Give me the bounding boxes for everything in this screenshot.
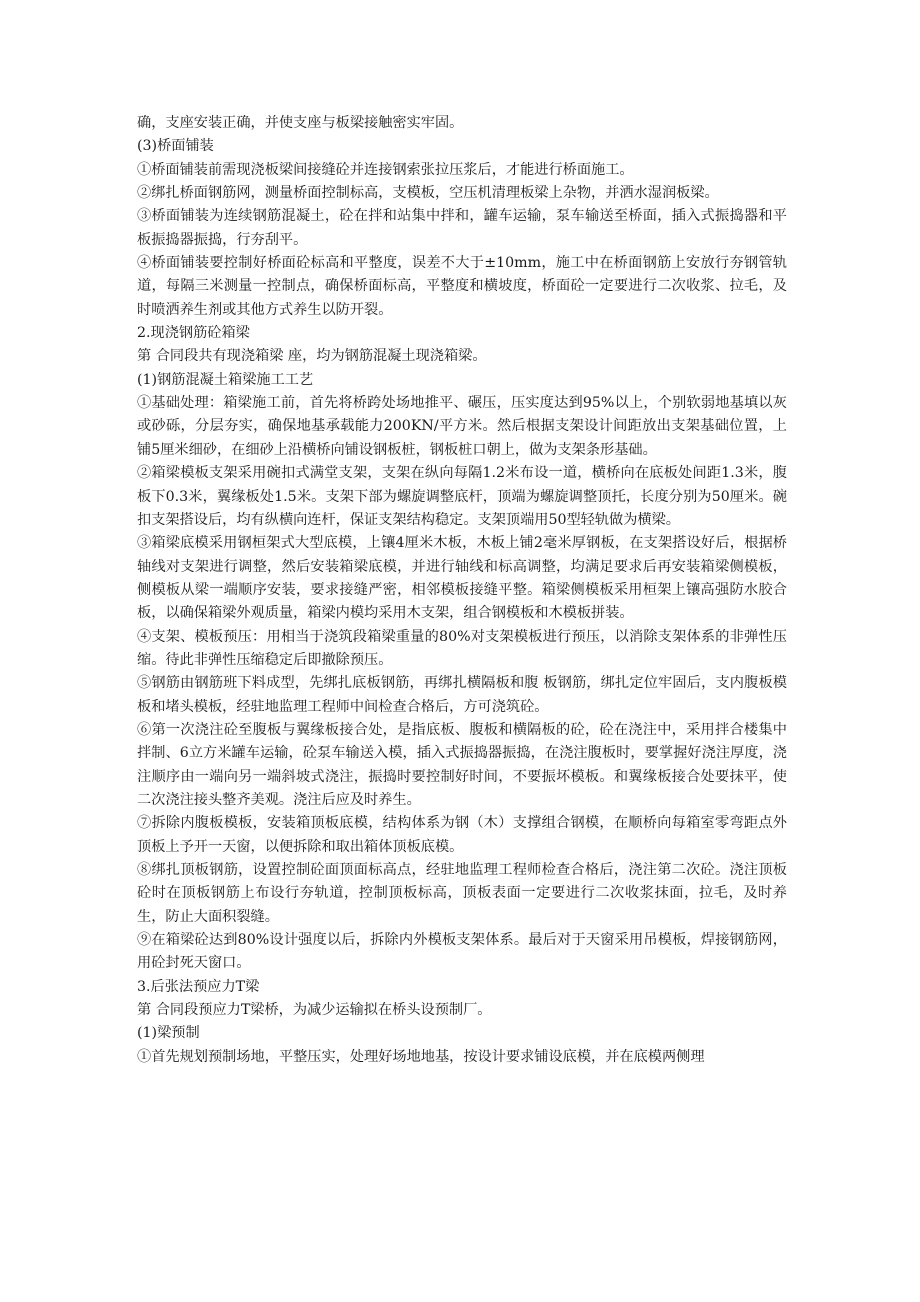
section-heading: (3)桥面铺装 [137, 138, 214, 155]
paragraph: ⑥第一次浇注砼至腹板与翼缘板接合处，是指底板、腹板和横隔板的砼，砼在浇注中，采用拌合楼集中拌制、6立方米罐车运输，砼泵车输送入模，插入式振捣器振捣，在浇注腹板时，要掌握好浇注厚度，浇注顺序由一端向另一端斜坡式浇注，振捣时要控制好时间，不要振坏模板。和翼缘板接合处要抹平，使二次浇注接头整齐美观。浇注后应及时养生。 [137, 721, 787, 808]
paragraph: 确，支座安装正确，并使支座与板梁接触密实牢固。 [137, 115, 464, 131]
section-heading: 3.后张法预应力T梁 [137, 978, 260, 995]
paragraph: ④支架、模板预压：用相当于浇筑段箱梁重量的80%对支架模板进行预压，以消除支架体系的非弹性压缩。待此非弹性压缩稳定后即撤除预压。 [137, 628, 787, 668]
section-heading: (1)梁预制 [137, 1025, 200, 1042]
paragraph: ③桥面铺装为连续钢筋混凝土，砼在拌和站集中拌和，罐车运输，泵车输送至桥面，插入式振捣器和平板振捣器振捣，行夯刮平。 [137, 208, 787, 248]
paragraph: 第 合同段共有现浇箱梁 座，均为钢筋混凝土现浇箱梁。 [137, 348, 487, 365]
paragraph: ④桥面铺装要控制好桥面砼标高和平整度，误差不大于±10mm，施工中在桥面钢筋上安放行夯钢管轨道，每隔三米测量一控制点，确保桥面标高，平整度和横坡度，桥面砼一定要进行二次收浆、拉毛，及时喷洒养生剂或其他方式养生以防开裂。 [137, 255, 787, 318]
paragraph: ②箱梁模板支架采用碗扣式满堂支架，支架在纵向每隔1.2米布设一道，横桥向在底板处间距1.3米，腹板下0.3米，翼缘板处1.5米。支架下部为螺旋调整底杆，顶端为螺旋调整顶托，长度分别为50厘米。碗扣支架搭设后，均有纵横向连杆，保证支架结构稳定。支架顶端用50型轻轨做为横梁。 [137, 465, 787, 528]
paragraph: ①基础处理：箱梁施工前，首先将桥跨处场地推平、碾压，压实度达到95%以上，个别软弱地基填以灰或砂砾，分层夯实，确保地基承载能力200KN/平方米。然后根据支架设计间距放出支架基础位置，上铺5厘米细砂，在细砂上沿横桥向铺设钢板桩，钢板桩口朝上，做为支架条形基础。 [137, 395, 787, 458]
paragraph: ⑤钢筋由钢筋班下料成型，先绑扎底板钢筋，再绑扎横隔板和腹 板钢筋，绑扎定位牢固后，支内腹板模板和堵头模板，经驻地监理工程师中间检查合格后，方可浇筑砼。 [137, 675, 787, 715]
section-heading: (1)钢筋混凝土箱梁施工工艺 [137, 371, 314, 388]
paragraph: ⑧绑扎顶板钢筋，设置控制砼面顶面标高点，经驻地监理工程师检查合格后，浇注第二次砼。浇注顶板砼时在顶板钢筋上布设行夯轨道，控制顶板标高，顶板表面一定要进行二次收浆抹面，拉毛，及时养生，防止大面积裂缝。 [137, 862, 787, 925]
paragraph: 第 合同段预应力T梁桥，为减少运输拟在桥头设预制厂。 [137, 1002, 492, 1019]
paragraph: ①首先规划预制场地，平整压实，处理好场地地基，按设计要求铺设底模，并在底模两侧理 [137, 1048, 705, 1065]
paragraph: ⑨在箱梁砼达到80%设计强度以后，拆除内外模板支架体系。最后对于天窗采用吊模板，焊接钢筋网，用砼封死天窗口。 [137, 932, 787, 972]
paragraph: ①桥面铺装前需现浇板梁间接缝砼并连接钢索张拉压浆后，才能进行桥面施工。 [137, 161, 634, 178]
section-heading: 2.现浇钢筋砼箱梁 [137, 325, 250, 342]
paragraph: ③箱梁底模采用钢桓架式大型底模，上镶4厘米木板，木板上铺2毫米厚钢板，在支架搭设好后，根据桥轴线对支架进行调整，然后安装箱梁底模，并进行轴线和标高调整，均满足要求后再安装箱梁侧模板，侧模板从梁一端顺序安装，要求接缝严密，相邻模板接缝平整。箱梁侧模板采用桓架上镶高强防水胶合板，以确保箱梁外观质量，箱梁内模均采用木支架，组合钢模板和木模板拼装。 [137, 535, 787, 622]
paragraph: ⑦拆除内腹板模板，安装箱顶板底模，结构体系为钢（木）支撑组合钢模，在顺桥向每箱室零弯距点外顶板上予开一天窗，以便拆除和取出箱体顶板底模。 [137, 815, 787, 855]
paragraph: ②绑扎桥面钢筋网，测量桥面控制标高，支模板，空压机清理板梁上杂物，并洒水湿润板梁。 [137, 185, 719, 202]
document-body [137, 112, 787, 1069]
